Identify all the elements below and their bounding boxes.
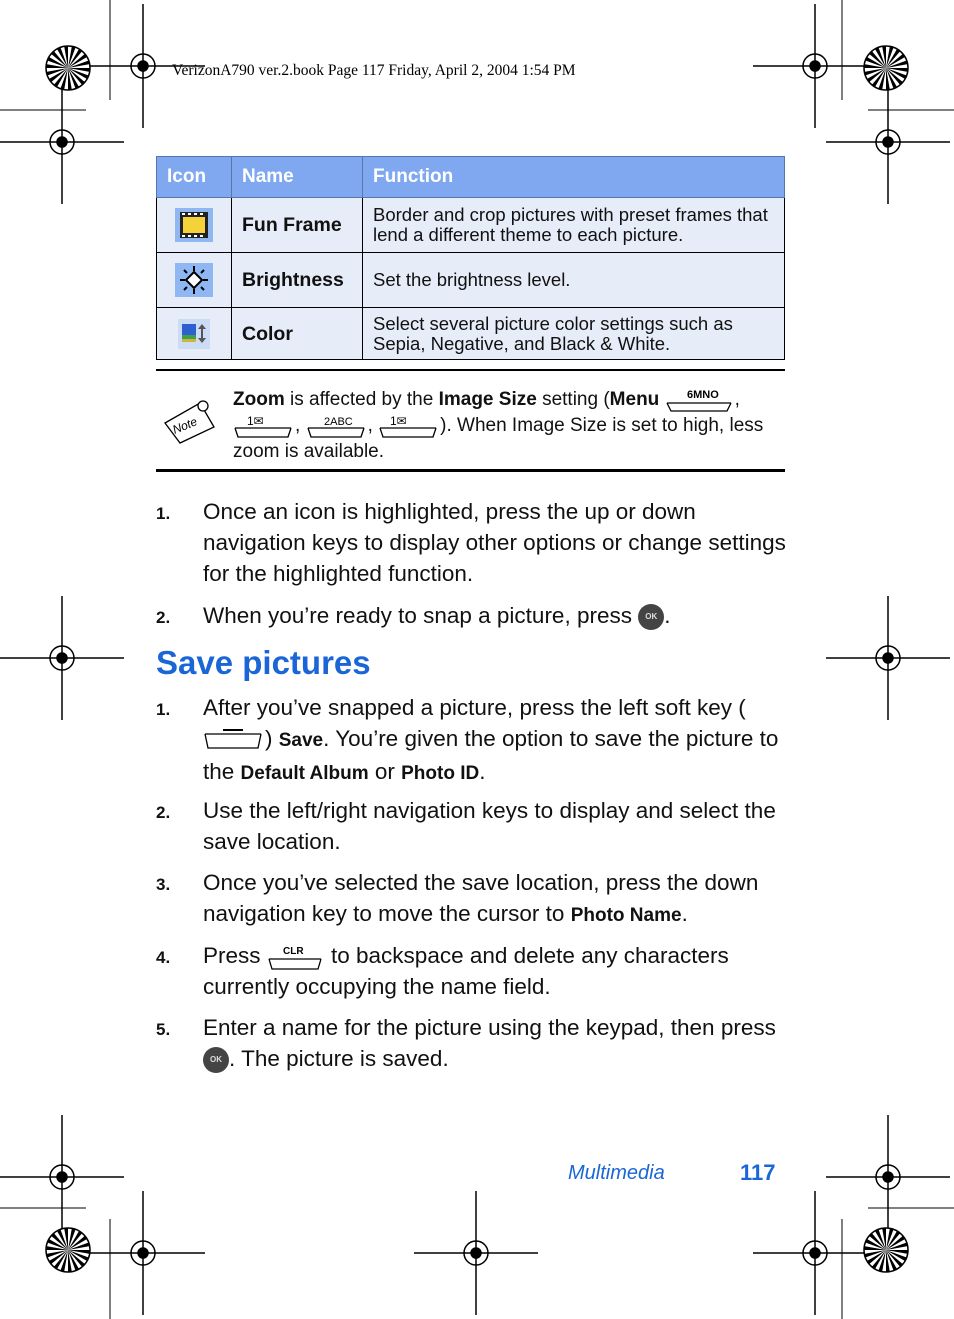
- registration-starburst: [46, 46, 90, 90]
- registration-cross: [0, 1115, 124, 1239]
- registration-starburst: [864, 46, 908, 90]
- save-label: Save: [278, 730, 324, 751]
- section-title: Save pictures: [156, 644, 371, 681]
- row-name: Color: [232, 308, 363, 360]
- key-6-icon: [665, 387, 735, 413]
- note-zoom: Zoom: [233, 389, 285, 411]
- col-function-header: Function: [363, 157, 785, 198]
- note-t3: ). When Image Size is set to high, less zoom is available.: [233, 415, 764, 463]
- registration-cross: [826, 80, 950, 204]
- col-icon-header: Icon: [157, 157, 232, 198]
- table-header-row: [157, 157, 785, 198]
- row-function: Set the brightness level.: [363, 253, 785, 308]
- svg-text:1✉: 1✉: [390, 414, 407, 429]
- note-t2: setting (: [536, 389, 610, 411]
- svg-text:1✉: 1✉: [247, 414, 264, 429]
- registration-cross: [826, 1115, 950, 1239]
- svg-text:Note: Note: [170, 414, 200, 437]
- brightness-icon: [174, 262, 214, 298]
- page-number: 117: [740, 1160, 776, 1185]
- table-row: [157, 308, 785, 360]
- registration-cross: [753, 1191, 877, 1315]
- left-soft-key-icon: [203, 728, 265, 752]
- fun-frame-icon: [174, 207, 214, 243]
- row-name: Fun Frame: [232, 198, 363, 253]
- registration-starburst: [46, 1228, 90, 1272]
- col-name-header: Name: [232, 157, 363, 198]
- row-function: Select several picture color settings such as Sepia, Negative, and Black & White.: [363, 308, 785, 360]
- note-box: [156, 369, 785, 472]
- key-1-icon: [233, 413, 295, 439]
- footer-section: Multimedia: [568, 1162, 665, 1184]
- registration-cross: [753, 4, 877, 128]
- key-2-icon: [306, 413, 368, 439]
- registration-cross: [414, 1191, 538, 1315]
- svg-text:6MNO: 6MNO: [686, 389, 719, 401]
- key-1b-icon: [378, 413, 440, 439]
- registration-starburst: [864, 1228, 908, 1272]
- clr-key-icon: [267, 943, 325, 971]
- color-icon: [177, 318, 211, 350]
- svg-text:2ABC: 2ABC: [323, 416, 353, 429]
- note-t1: is affected by the: [284, 389, 439, 411]
- table-row: [157, 253, 785, 308]
- note-icon: [162, 393, 218, 445]
- note-menu: Menu: [609, 389, 660, 411]
- note-image-size: Image Size: [438, 389, 537, 411]
- ok-key-icon: OK: [638, 604, 664, 630]
- registration-cross: [0, 596, 124, 720]
- row-name: Brightness: [232, 253, 363, 308]
- ok-key-icon: OK: [203, 1047, 229, 1073]
- registration-cross: [81, 1191, 205, 1315]
- table-row: [157, 198, 785, 253]
- registration-cross: [0, 80, 124, 204]
- svg-text:CLR: CLR: [282, 946, 304, 958]
- registration-cross: [826, 596, 950, 720]
- note-text: Zoom is affected by the Image Size setting (Menu 6MNO , 1✉ , 2ABC , 1✉ ). When Image Size is set to high, less zoom is available.: [233, 389, 764, 463]
- print-header: VerizonA790 ver.2.book Page 117 Friday, April 2, 2004 1:54 PM: [172, 62, 576, 79]
- row-function: Border and crop pictures with preset frames that lend a different theme to each picture.: [363, 198, 785, 253]
- icon-function-table: [156, 156, 785, 360]
